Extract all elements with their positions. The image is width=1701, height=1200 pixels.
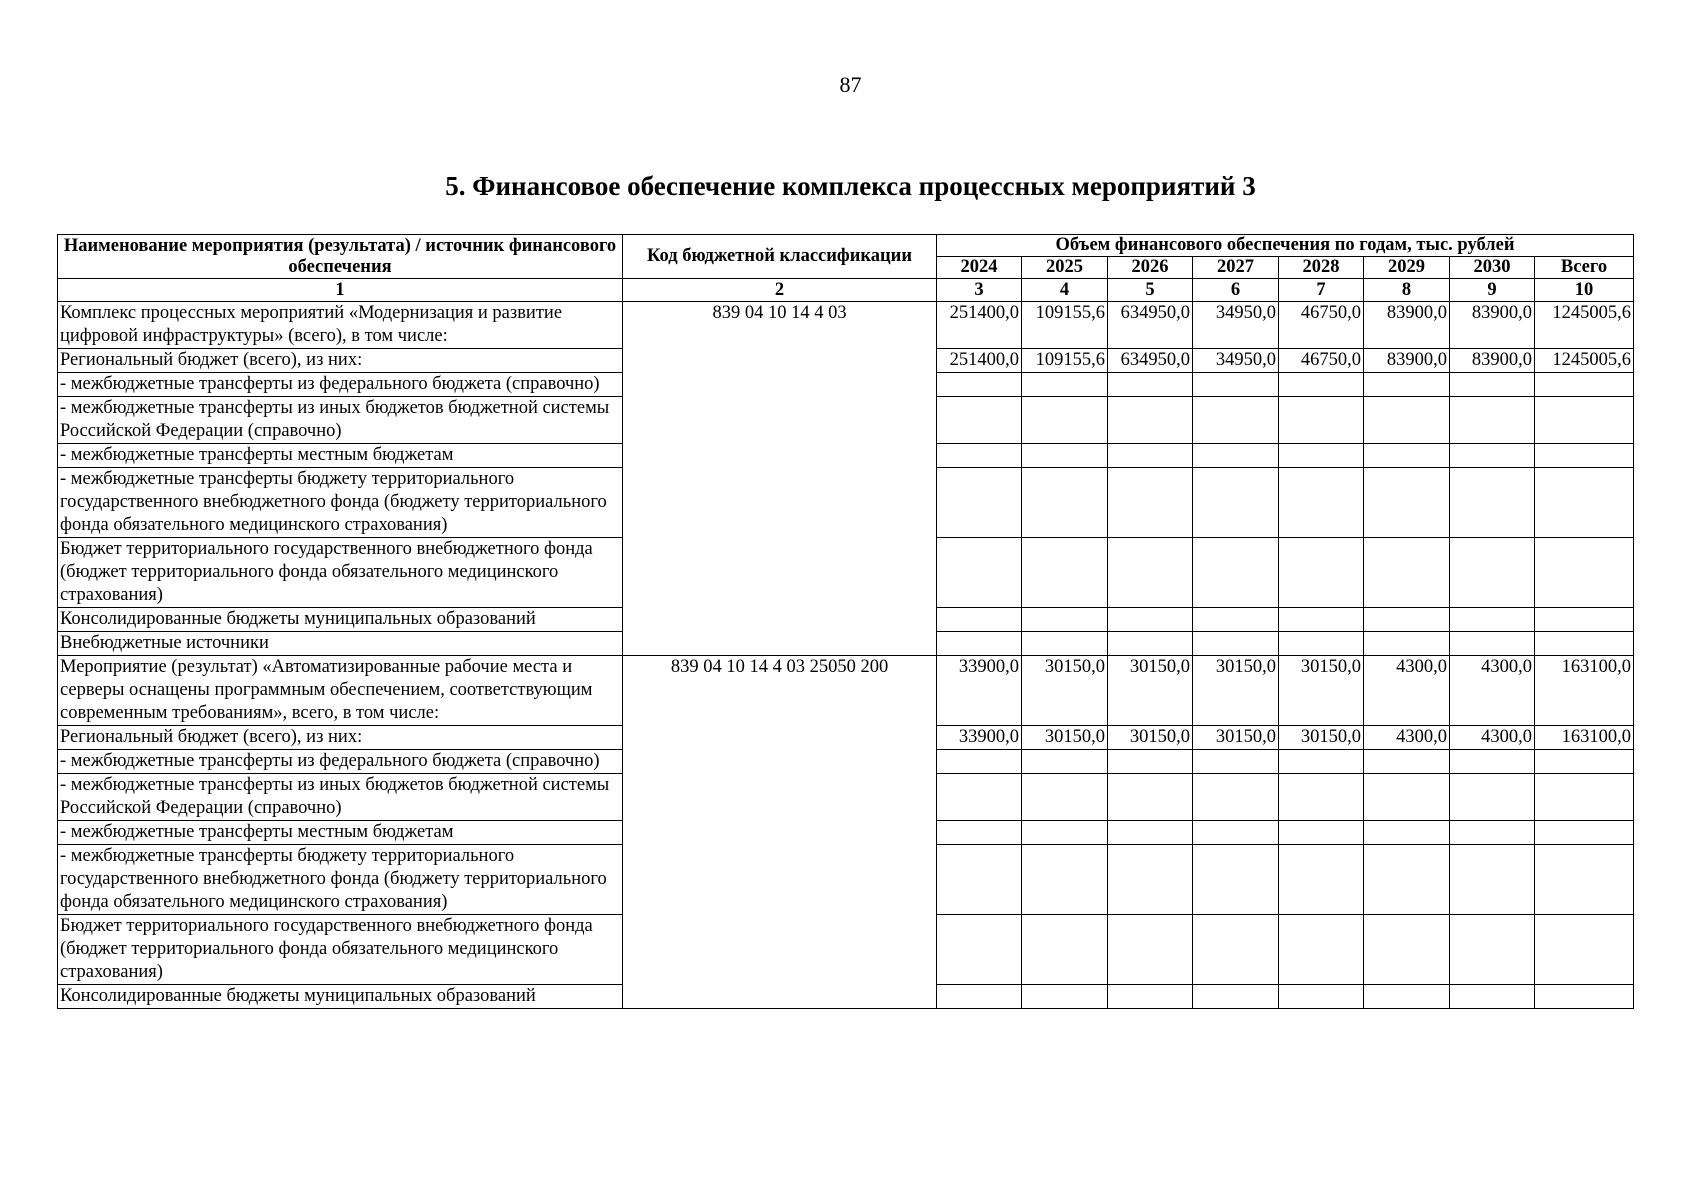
amount-cell: 634950,0	[1108, 349, 1193, 373]
amount-cell	[937, 538, 1022, 608]
amount-cell	[1279, 608, 1364, 632]
amount-cell	[1450, 985, 1535, 1009]
column-number: 1	[58, 279, 623, 302]
column-number: 7	[1279, 279, 1364, 302]
amount-cell	[1193, 608, 1279, 632]
amount-cell	[1193, 444, 1279, 468]
total-cell: 1245005,6	[1535, 349, 1634, 373]
amount-cell	[1364, 397, 1450, 444]
header-year: 2025	[1022, 257, 1108, 279]
amount-cell	[1108, 397, 1193, 444]
amount-cell	[1022, 750, 1108, 774]
amount-cell	[1022, 915, 1108, 985]
amount-cell	[1364, 750, 1450, 774]
total-cell	[1535, 845, 1634, 915]
amount-cell: 30150,0	[1022, 726, 1108, 750]
amount-cell	[1364, 444, 1450, 468]
amount-cell	[1364, 774, 1450, 821]
amount-cell: 83900,0	[1364, 349, 1450, 373]
header-volume: Объем финансового обеспечения по годам, тыс. рублей	[937, 235, 1634, 257]
amount-cell	[1022, 632, 1108, 656]
header-code: Код бюджетной классификации	[623, 235, 937, 279]
total-cell	[1535, 774, 1634, 821]
amount-cell: 33900,0	[937, 656, 1022, 726]
amount-cell	[1364, 845, 1450, 915]
amount-cell: 30150,0	[1022, 656, 1108, 726]
total-cell	[1535, 985, 1634, 1009]
amount-cell: 30150,0	[1193, 726, 1279, 750]
amount-cell	[1450, 444, 1535, 468]
amount-cell	[1022, 774, 1108, 821]
amount-cell	[937, 468, 1022, 538]
amount-cell	[1108, 608, 1193, 632]
total-cell	[1535, 468, 1634, 538]
header-year: 2027	[1193, 257, 1279, 279]
row-name: Консолидированные бюджеты муниципальных образований	[58, 608, 623, 632]
amount-cell	[1193, 915, 1279, 985]
row-name: - межбюджетные трансферты из федерального бюджета (справочно)	[58, 750, 623, 774]
amount-cell	[1022, 397, 1108, 444]
header-year: 2028	[1279, 257, 1364, 279]
amount-cell: 30150,0	[1193, 656, 1279, 726]
amount-cell: 634950,0	[1108, 302, 1193, 349]
row-name: Мероприятие (результат) «Автоматизированные рабочие места и серверы оснащены программным обеспечением, соответствующим современным требованиям», всего, в том числе:	[58, 656, 623, 726]
amount-cell	[937, 774, 1022, 821]
amount-cell	[937, 985, 1022, 1009]
amount-cell: 83900,0	[1450, 349, 1535, 373]
financing-table	[57, 234, 1634, 1009]
amount-cell: 4300,0	[1450, 656, 1535, 726]
amount-cell	[1022, 373, 1108, 397]
row-name: Бюджет территориального государственного внебюджетного фонда (бюджет территориального фонда обязательного медицинского страхования)	[58, 915, 623, 985]
amount-cell: 30150,0	[1108, 656, 1193, 726]
amount-cell: 83900,0	[1450, 302, 1535, 349]
amount-cell: 30150,0	[1108, 726, 1193, 750]
amount-cell	[1364, 373, 1450, 397]
amount-cell	[937, 632, 1022, 656]
total-cell: 163100,0	[1535, 726, 1634, 750]
amount-cell: 4300,0	[1364, 656, 1450, 726]
amount-cell	[1450, 750, 1535, 774]
amount-cell	[1022, 538, 1108, 608]
amount-cell	[1279, 373, 1364, 397]
amount-cell	[1193, 538, 1279, 608]
row-name: Внебюджетные источники	[58, 632, 623, 656]
column-number: 3	[937, 279, 1022, 302]
amount-cell	[1279, 821, 1364, 845]
amount-cell	[1279, 444, 1364, 468]
amount-cell	[1450, 845, 1535, 915]
amount-cell	[1450, 373, 1535, 397]
amount-cell	[1193, 845, 1279, 915]
table-row	[58, 656, 1634, 726]
amount-cell: 34950,0	[1193, 302, 1279, 349]
amount-cell	[937, 397, 1022, 444]
amount-cell	[1193, 373, 1279, 397]
amount-cell	[1279, 632, 1364, 656]
row-name: - межбюджетные трансферты бюджету территориального государственного внебюджетного фонда (бюджету территориального фонда обязательного медицинского страхования)	[58, 468, 623, 538]
header-year: 2029	[1364, 257, 1450, 279]
amount-cell	[1450, 538, 1535, 608]
amount-cell	[1022, 468, 1108, 538]
amount-cell	[1108, 985, 1193, 1009]
amount-cell	[1108, 468, 1193, 538]
amount-cell: 30150,0	[1279, 726, 1364, 750]
amount-cell	[1193, 397, 1279, 444]
total-cell	[1535, 608, 1634, 632]
amount-cell: 83900,0	[1364, 302, 1450, 349]
column-number: 8	[1364, 279, 1450, 302]
amount-cell	[937, 373, 1022, 397]
amount-cell	[1108, 538, 1193, 608]
amount-cell	[1108, 444, 1193, 468]
amount-cell	[1108, 632, 1193, 656]
page-number: 87	[839, 72, 862, 97]
amount-cell	[937, 444, 1022, 468]
amount-cell: 46750,0	[1279, 302, 1364, 349]
column-number: 4	[1022, 279, 1108, 302]
amount-cell	[1450, 915, 1535, 985]
amount-cell	[1108, 845, 1193, 915]
amount-cell	[937, 915, 1022, 985]
amount-cell	[1450, 397, 1535, 444]
amount-cell	[1450, 608, 1535, 632]
column-numbers-row	[58, 279, 1634, 302]
column-number: 5	[1108, 279, 1193, 302]
row-name: Региональный бюджет (всего), из них:	[58, 349, 623, 373]
total-cell	[1535, 538, 1634, 608]
section-title: 5. Финансовое обеспечение комплекса процессных мероприятий 3	[445, 171, 1256, 201]
amount-cell	[1022, 821, 1108, 845]
amount-cell: 34950,0	[1193, 349, 1279, 373]
header-year: 2026	[1108, 257, 1193, 279]
amount-cell	[1193, 468, 1279, 538]
amount-cell	[1022, 608, 1108, 632]
budget-code: 839 04 10 14 4 03 25050 200	[623, 656, 937, 1009]
total-cell	[1535, 373, 1634, 397]
header-year: 2024	[937, 257, 1022, 279]
row-name: Региональный бюджет (всего), из них:	[58, 726, 623, 750]
amount-cell	[1450, 821, 1535, 845]
amount-cell	[1193, 821, 1279, 845]
total-cell	[1535, 632, 1634, 656]
amount-cell	[1193, 632, 1279, 656]
amount-cell	[1108, 373, 1193, 397]
amount-cell	[1108, 821, 1193, 845]
row-name: - межбюджетные трансферты бюджету территориального государственного внебюджетного фонда (бюджету территориального фонда обязательного медицинского страхования)	[58, 845, 623, 915]
amount-cell	[1279, 915, 1364, 985]
amount-cell	[1279, 538, 1364, 608]
total-cell: 1245005,6	[1535, 302, 1634, 349]
amount-cell: 109155,6	[1022, 302, 1108, 349]
amount-cell	[1364, 608, 1450, 632]
total-cell	[1535, 750, 1634, 774]
amount-cell	[1450, 468, 1535, 538]
amount-cell	[1279, 845, 1364, 915]
amount-cell	[937, 608, 1022, 632]
amount-cell	[937, 845, 1022, 915]
amount-cell	[1193, 774, 1279, 821]
budget-code: 839 04 10 14 4 03	[623, 302, 937, 656]
row-name: Консолидированные бюджеты муниципальных образований	[58, 985, 623, 1009]
amount-cell	[1279, 985, 1364, 1009]
row-name: - межбюджетные трансферты из иных бюджетов бюджетной системы Российской Федерации (справочно)	[58, 774, 623, 821]
amount-cell: 30150,0	[1279, 656, 1364, 726]
amount-cell	[937, 750, 1022, 774]
row-name: - межбюджетные трансферты местным бюджетам	[58, 444, 623, 468]
total-cell	[1535, 444, 1634, 468]
column-number: 6	[1193, 279, 1279, 302]
row-name: Комплекс процессных мероприятий «Модернизация и развитие цифровой инфраструктуры» (всего), в том числе:	[58, 302, 623, 349]
amount-cell: 109155,6	[1022, 349, 1108, 373]
column-number: 10	[1535, 279, 1634, 302]
amount-cell	[1108, 750, 1193, 774]
total-cell	[1535, 915, 1634, 985]
amount-cell	[1279, 750, 1364, 774]
header-name: Наименование мероприятия (результата) / источник финансового обеспечения	[58, 235, 623, 279]
amount-cell: 46750,0	[1279, 349, 1364, 373]
total-cell	[1535, 397, 1634, 444]
header-total: Всего	[1535, 257, 1634, 279]
amount-cell: 251400,0	[937, 302, 1022, 349]
amount-cell	[1193, 985, 1279, 1009]
amount-cell: 4300,0	[1364, 726, 1450, 750]
amount-cell	[1364, 985, 1450, 1009]
column-number: 2	[623, 279, 937, 302]
amount-cell	[1279, 774, 1364, 821]
amount-cell	[1450, 774, 1535, 821]
amount-cell	[1022, 444, 1108, 468]
amount-cell	[1108, 915, 1193, 985]
row-name: - межбюджетные трансферты из федерального бюджета (справочно)	[58, 373, 623, 397]
amount-cell: 251400,0	[937, 349, 1022, 373]
amount-cell	[1279, 468, 1364, 538]
amount-cell	[1022, 845, 1108, 915]
amount-cell: 4300,0	[1450, 726, 1535, 750]
amount-cell	[1279, 397, 1364, 444]
table-row	[58, 302, 1634, 349]
amount-cell	[1364, 632, 1450, 656]
row-name: Бюджет территориального государственного внебюджетного фонда (бюджет территориального фонда обязательного медицинского страхования)	[58, 538, 623, 608]
amount-cell	[1364, 821, 1450, 845]
amount-cell	[1364, 915, 1450, 985]
amount-cell	[1364, 538, 1450, 608]
header-year: 2030	[1450, 257, 1535, 279]
amount-cell	[1193, 750, 1279, 774]
total-cell	[1535, 821, 1634, 845]
column-number: 9	[1450, 279, 1535, 302]
row-name: - межбюджетные трансферты из иных бюджетов бюджетной системы Российской Федерации (справочно)	[58, 397, 623, 444]
total-cell: 163100,0	[1535, 656, 1634, 726]
row-name: - межбюджетные трансферты местным бюджетам	[58, 821, 623, 845]
amount-cell	[1022, 985, 1108, 1009]
amount-cell: 33900,0	[937, 726, 1022, 750]
amount-cell	[1364, 468, 1450, 538]
amount-cell	[1108, 774, 1193, 821]
amount-cell	[1450, 632, 1535, 656]
amount-cell	[937, 821, 1022, 845]
